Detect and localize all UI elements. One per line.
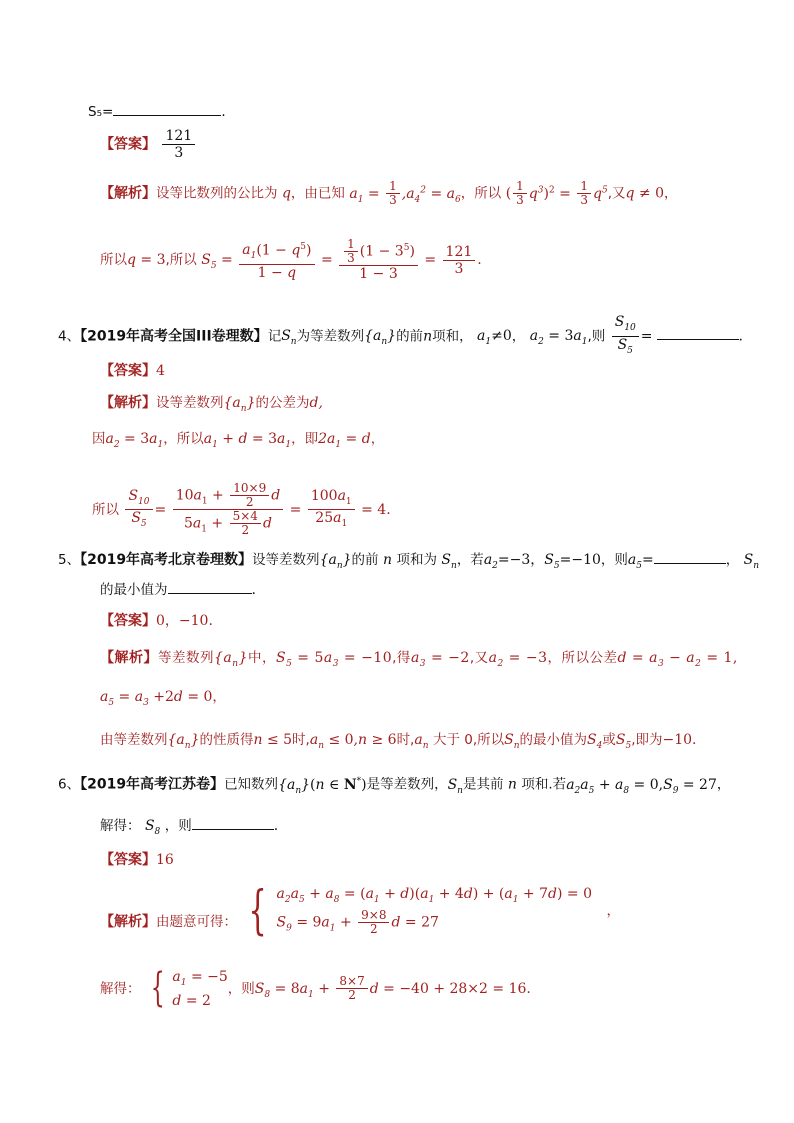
q5-math-anle0: $a_n \le 0,n \ge 6$: [309, 732, 397, 751]
q3-answer-tag: 【答案】: [100, 136, 156, 153]
q5-answer-blank1: [654, 551, 726, 564]
q5-math-an: $\{a_n\}$: [319, 552, 352, 571]
q4-line2-text2: ，所以: [163, 431, 204, 447]
q6-analysis-line2: [100, 965, 531, 1011]
q4-analysis-line3: 所以 $\frac{S_{10}}{S_5}$ = $10a_1$ + $\frac{10\times 9}{2}$ d $5a_1$ + $\frac{5\times 4}{2}$ d = $\frac{100a_1}{25a_1}$ = 4.: [92, 481, 391, 538]
q5-answer-blank2: [168, 581, 252, 594]
q6-math-cond: $a_2a_5 + a_8 = 0,S_9 = 27$: [566, 776, 717, 796]
q5-line3-text9: −10.: [662, 732, 697, 748]
q5-math-s5b: $S_5$: [615, 732, 632, 751]
q4-analysis-text2: 的公差为: [255, 395, 310, 411]
q4-question-line: 4、【2019年高考全国III卷理数】记$S_n$为等差数列$\{a_n\}$的前n项和， $a_1\ne 0$， $a_2 = 3a_1$,则 $\frac{S_{10}}{S_5}$ = .: [58, 314, 743, 359]
q3-analysis-text3: ，所以: [460, 185, 502, 202]
q3-analysis-text5: ，: [664, 185, 678, 202]
q6-math-system: { $a_2a_5 + a_8 = (a_1 + d)(a_1 + 4d) + (a_1 + 7d) = 0$ $S_9 = 9a_1$ + $\frac{9\times 8}{2}$ d = 27: [248, 881, 592, 941]
q4-math-2a1: $2a_1 = d$: [318, 431, 371, 450]
q6-math-sn: $S_n$: [447, 776, 463, 796]
q3-answer-den: 3: [174, 145, 184, 161]
q6-answer-blank: [192, 817, 274, 830]
q6-source: 【2019年高考江苏卷】: [80, 776, 225, 793]
q4-text3: 的前: [396, 328, 424, 345]
q5-math-a3: $a_3 = -2$: [410, 650, 470, 669]
q3-answer-fraction: [162, 128, 195, 161]
q6-number: 6、: [58, 776, 81, 793]
q3-math-a1: $a_1$ =: [349, 185, 380, 205]
q5-line3-text1: 由等差数列: [100, 732, 168, 748]
q5-number: 5、: [58, 552, 81, 568]
q6-line2-end: .: [526, 980, 531, 997]
q4-math-big-fraction: $10a_1$ + $\frac{10\times 9}{2}$ d $5a_1$ + $\frac{5\times 4}{2}$ d: [173, 482, 284, 538]
q4-math-simplified: $\frac{100a_1}{25a_1}$: [308, 488, 355, 533]
q4-math-a2: $a_2 = 3a_1$: [529, 328, 588, 348]
q5-math-an4: $a_n$: [414, 732, 429, 751]
q4-number: 4、: [58, 328, 81, 345]
q5-analysis-text1: 等差数列: [158, 650, 214, 666]
q3-math-sum-result: $\frac{121}{3}$: [443, 244, 476, 277]
q5-math-a2: $a_2 = -3$: [488, 650, 548, 669]
q5-text5: ，则: [600, 552, 628, 568]
q3-period: .: [221, 104, 226, 120]
q4-analysis-line2: [92, 430, 384, 454]
q5-text2: 的前: [351, 552, 379, 568]
q4-math-an2: $\{a_n\}$: [223, 395, 256, 414]
q6-math-s8-result: $S_8 = 8a_1$ + $\frac{8\times 7}{2}$ d = −40 + 28×2 = 16: [254, 974, 527, 1003]
q5-math-sn: $S_n$: [436, 552, 457, 571]
q3-math-sum-sub: $\frac{1}{3}$ $(1 - 3^5)$ 1 − 3: [339, 238, 418, 282]
q5-line3-text6: 的最小值为: [519, 732, 588, 748]
q5-analysis-line3: [100, 731, 696, 755]
q4-math-an: $\{a_n\}$: [364, 328, 397, 348]
q5-line3-text4: 时,: [396, 732, 415, 748]
q6-period: .: [273, 818, 279, 834]
q4-text2: 为等差数列: [296, 328, 365, 345]
q6-analysis-line1: [100, 881, 620, 941]
q3-math-eq: (: [505, 185, 512, 202]
q3-analysis-tag: 【解析】: [100, 185, 156, 202]
q6-answer-tag: 【答案】: [100, 852, 156, 868]
q4-analysis-text1: 设等差数列: [156, 395, 224, 411]
q3-s5-label: S₅=: [88, 104, 114, 120]
q6-text4: 项和.若: [521, 776, 567, 793]
q5-line3-text2: 的性质得: [199, 732, 254, 748]
q5-question-line: [58, 551, 759, 575]
q4-math-a1ne0: $a_1\ne 0$: [477, 328, 512, 348]
q5-analysis-text3: ,得: [392, 650, 411, 666]
q5-math-sn2: $S_n$: [739, 552, 760, 571]
q4-answer-blank: [657, 327, 739, 340]
q6-answer-line: [100, 851, 174, 869]
q4-text6: ,则: [587, 328, 606, 345]
q5-answer-value: 0，−10.: [156, 613, 213, 629]
q3-math-a4-a6: $,a_4^2 = a_6$: [401, 184, 461, 205]
q5-source: 【2019年高考北京卷理数】: [80, 552, 253, 568]
q4-math-sn: $S_n$: [281, 328, 297, 348]
q6-math-an: $\{a_n\}(n$ ∈ N*): [278, 776, 367, 796]
q5-answer-line: [100, 612, 213, 630]
q6-line2-text2: ，则: [164, 818, 192, 834]
q6-line2-text1: 解得：: [100, 818, 141, 834]
q5-line3-text8: ,即为: [631, 732, 663, 748]
q5-math-n: n: [378, 552, 397, 568]
q6-text5: ，: [716, 776, 731, 793]
q4-text4: 项和，: [432, 328, 473, 345]
q6-question-line: [58, 772, 730, 799]
q3-analysis-text2: ，由已知: [290, 185, 345, 202]
q6-text3: 是其前: [462, 776, 504, 793]
q5-analysis-line1: [100, 649, 738, 673]
q5-question-line2: [100, 581, 256, 599]
q4-line3-text1: 所以: [92, 501, 119, 518]
q5-text3: 项和为: [396, 552, 437, 568]
q3-analysis-line1: [100, 180, 678, 208]
q5-math-sn3: $S_n$: [504, 732, 520, 751]
q4-math-a2eq: $a_2 = 3a_1$: [105, 431, 164, 450]
q3-math-frac-b: $\frac{1}{3}$: [513, 180, 527, 207]
q5-analysis-tag: 【解析】: [100, 650, 158, 666]
q5-math-a5eq: $a_5 = a_3 +2d = 0$: [100, 689, 213, 708]
q6-analysis-text1: 由题意可得：: [156, 914, 237, 931]
q4-line2-text1: 因: [92, 431, 106, 447]
q5-line3-text7: 或: [602, 732, 616, 748]
q3-answer-line: [100, 128, 197, 161]
q4-line3-end: .: [386, 501, 391, 518]
q4-text5: ，: [511, 328, 526, 345]
q3-math-q3: q = 3: [127, 252, 166, 268]
q4-math-n: n: [423, 328, 433, 345]
q3-line2-end: .: [477, 252, 482, 268]
q5-math-s5: $S_5 = 5a_3 = -10$: [275, 650, 393, 669]
q3-math-frac-c: $\frac{1}{3}$: [577, 180, 591, 207]
q5-period: .: [251, 582, 256, 598]
q4-line2-text4: ，: [370, 431, 385, 447]
q3-line2-text2: ,所以: [165, 252, 197, 268]
q4-analysis-tag: 【解析】: [100, 395, 156, 411]
q5-answer-tag: 【答案】: [100, 613, 156, 629]
q5-analysis-line2: [100, 688, 226, 712]
q5-math-cond: $a_2=-3$，$S_5=-10$: [483, 552, 601, 571]
q5-analysis-text4: ,又: [469, 650, 489, 666]
q4-analysis-line1: [100, 394, 323, 418]
q3-line2-text1: 所以: [100, 252, 127, 268]
q5-math-s4: $S_4$: [587, 732, 603, 751]
q6-analysis-comma: ，: [606, 903, 620, 920]
q4-period: .: [738, 328, 743, 345]
q4-answer-value: 4: [156, 363, 165, 379]
q5-text6: ，: [725, 552, 740, 568]
q6-line2-solve: 解得：: [100, 980, 141, 997]
q6-math-s8: $S_8$: [140, 818, 161, 837]
q5-analysis-text5: ，所以公差: [547, 650, 618, 666]
q3-math-qne0: q ≠ 0: [625, 185, 664, 202]
q4-analysis-d: d,: [309, 395, 323, 411]
q3-math-q: q: [277, 185, 291, 202]
q3-analysis-text4: ,又: [607, 185, 626, 202]
q6-text1: 已知数列: [224, 776, 279, 793]
q5-math-an3: $\{a_n\}$: [167, 732, 200, 751]
q3-math-s5: $S_5$ =: [201, 252, 233, 271]
q3-analysis-line2: 所以q = 3,所以 $S_5$ = $\frac{a_1(1 - q^5)}{1 - q}$ = $\frac{1}{3}$ $(1 - 3^5)$ 1 − 3 = $\frac{121}{3}$ .: [100, 237, 482, 282]
q6-question-line2: [100, 817, 278, 841]
q6-text2: 是等差数列，: [366, 776, 448, 793]
q5-text4: ，若: [456, 552, 484, 568]
q5-math-an2: $\{a_n\}$: [214, 650, 248, 669]
q6-line2-then: ，则: [227, 980, 255, 997]
q6-answer-value: 16: [156, 852, 174, 868]
q3-math-sum-formula: $\frac{a_1(1 - q^5)}{1 - q}$: [239, 239, 314, 281]
q3-s5-blank-line: [88, 103, 226, 121]
q3-math-q5: $q^5$: [592, 184, 608, 202]
q4-math-a1d: $a_1 + d = 3a_1$: [203, 431, 292, 450]
q4-line2-text3: ，即: [291, 431, 319, 447]
q3-answer-blank: [113, 103, 221, 116]
q6-math-solution: { $a_1 = -5$ d = 2: [150, 965, 228, 1011]
q5-line3-text5: 大于 0,所以: [432, 732, 505, 748]
q4-answer-line: [100, 362, 165, 380]
q3-answer-num: 121: [162, 128, 195, 145]
q5-math-d: $d = a_3 - a_2 = 1$,: [617, 650, 738, 669]
q5-line2-end: ，: [212, 689, 226, 705]
q5-analysis-text2: 中，: [247, 650, 276, 666]
q3-math-eq2: $q^3)^2$ =: [528, 184, 576, 202]
q3-analysis-text1: 设等比数列的公比为: [156, 185, 278, 202]
q5-line3-text3: 时,: [292, 732, 310, 748]
q6-math-n: n: [503, 776, 522, 793]
q4-source: 【2019年高考全国III卷理数】: [80, 328, 268, 345]
q5-math-a5: $a_5=$: [627, 552, 654, 571]
q6-analysis-tag: 【解析】: [100, 914, 156, 931]
q4-text1: 记: [267, 328, 282, 345]
q4-answer-tag: 【答案】: [100, 363, 156, 379]
q4-math-ratio2: $\frac{S_{10}}{S_5}$: [125, 488, 152, 533]
q5-line2-text: 的最小值为: [100, 582, 168, 598]
q5-text1: 设等差数列: [252, 552, 320, 568]
q3-math-frac-one-third: $\frac{1}{3}$: [386, 180, 400, 207]
q4-math-ratio: $\frac{S_{10}}{S_5}$: [612, 314, 639, 359]
q5-math-nle5: n ≤ 5: [253, 732, 293, 748]
